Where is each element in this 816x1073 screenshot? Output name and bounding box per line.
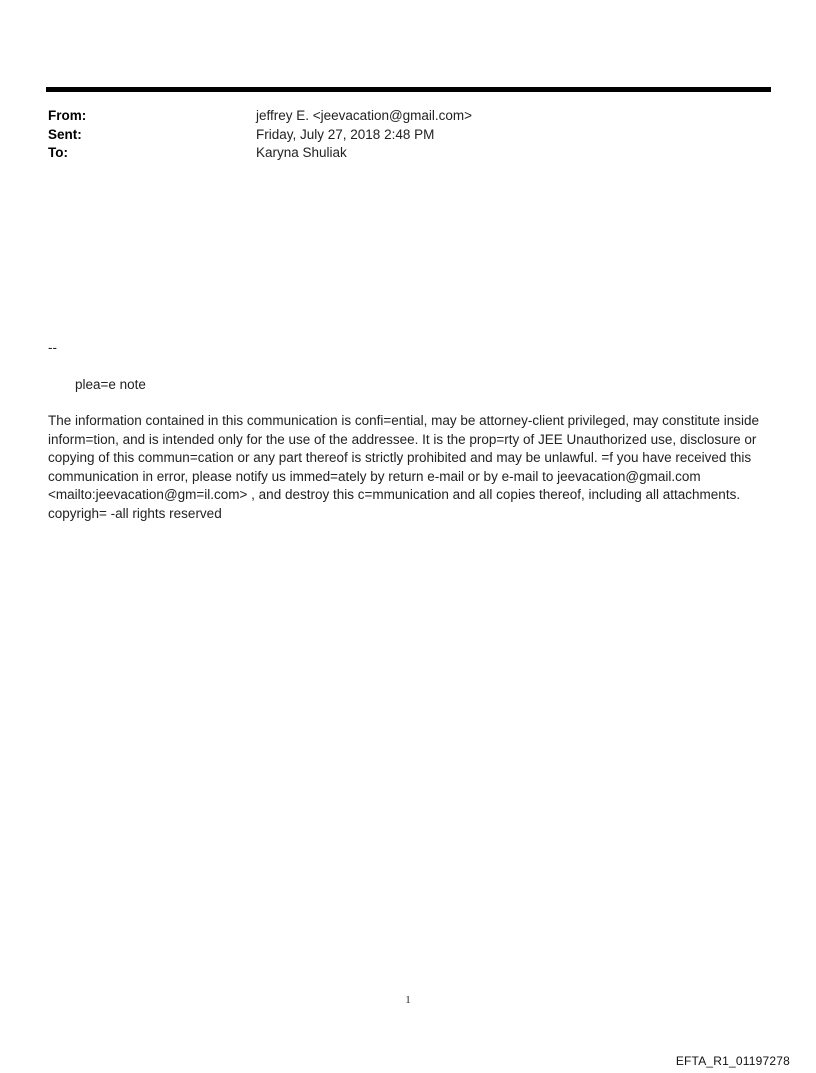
to-row bbox=[48, 144, 768, 163]
from-row bbox=[48, 107, 768, 126]
from-value: jeffrey E. <jeevacation@gmail.com> bbox=[256, 108, 473, 123]
signature-separator: -- bbox=[48, 340, 57, 355]
sent-row bbox=[48, 126, 768, 145]
page-number: 1 bbox=[405, 994, 411, 1006]
to-value: Karyna Shuliak bbox=[256, 145, 347, 160]
to-label: To: bbox=[48, 145, 68, 160]
from-label: From: bbox=[48, 108, 87, 123]
email-header bbox=[48, 107, 768, 163]
header-divider-rule bbox=[46, 87, 771, 92]
bates-number: EFTA_R1_01197278 bbox=[675, 1054, 790, 1068]
sent-value: Friday, July 27, 2018 2:48 PM bbox=[256, 126, 435, 142]
note-line: plea=e note bbox=[75, 377, 146, 392]
sent-label: Sent: bbox=[48, 126, 82, 142]
confidentiality-disclaimer: The information contained in this communication is confi=ential, may be attorney-client privileged, may constitute inside inform=tion, and is intended only for the use of the addressee. It is the prop=rty of JEE Unauthorized use, disclosure or copying of this commun=cation or any part thereof is strictly prohibited and may be unlawful. =f you have received this communication in error, please notify us immed=ately by return e-mail or by e-mail to jeevacation@gmail.com <mailto:jeevacation@gm=il.com> , and destroy this c=mmunication and all copies thereof, including all attachments. copyrigh= -all rights reserved bbox=[48, 413, 759, 521]
